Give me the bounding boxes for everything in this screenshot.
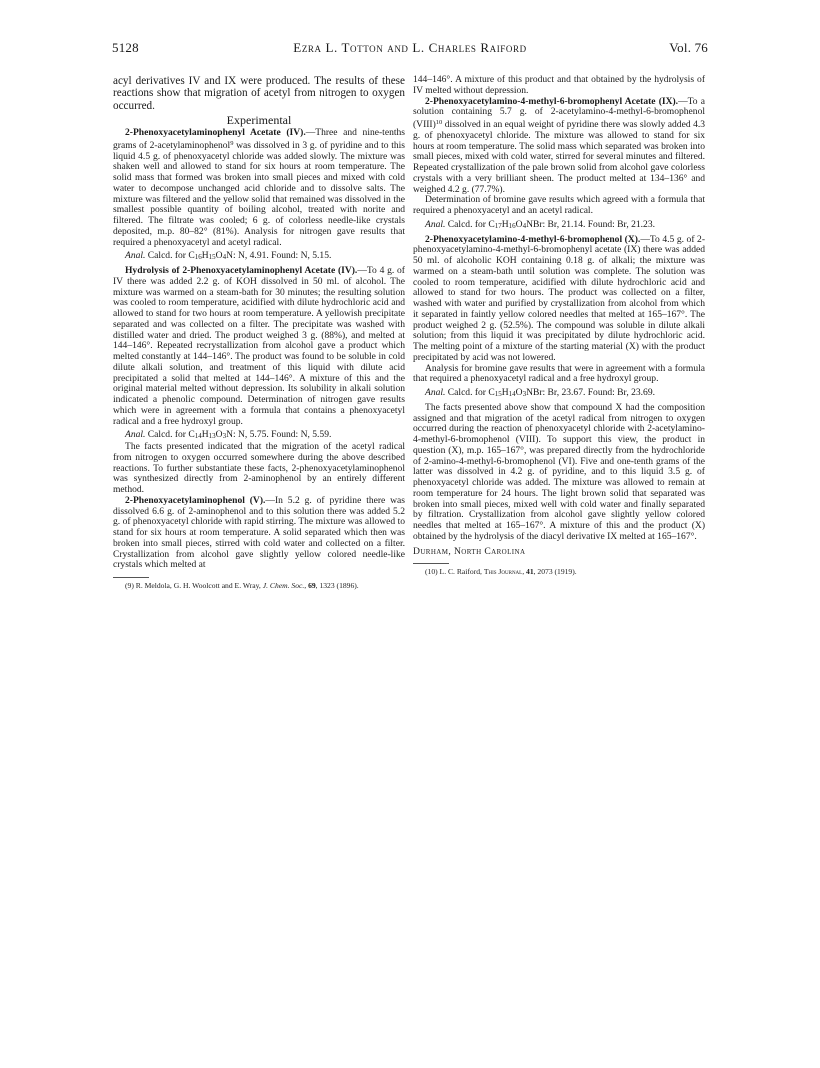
compound-title: 2-Phenoxyacetylaminophenyl Acetate (IV).: [125, 127, 306, 139]
footnote-ref: 9: [230, 139, 234, 147]
running-authors: Ezra L. Totton and L. Charles Raiford: [293, 40, 527, 55]
compound-title: 2-Phenoxyacetylamino-4-methyl-6-bromophenyl Acetate (IX).: [425, 95, 679, 107]
paragraph-hydrolysis-iv: Hydrolysis of 2-Phenoxyacetylaminophenyl Acetate (IV).—To 4 g. of IV there was added 2.2 g. of KOH dissolved in 50 ml. of alcohol. The mixture was warmed on a steam-bath for 30 minutes; the resulting solution was cooled to room temperature, acidified with dilute hydrochloric acid and allowed to stand for two hours at room temperature. A yellowish precipitate separated and was collected on a filter. The precipitate was washed with distilled water and dried. The product weighed 3 g. (88%), and melted at 144–146°. Repeated recrystallization from alcohol gave a product which melted constantly at 144–146°. The product was found to be soluble in cold dilute alkali solution, and treatment of this liquid with dilute acid precipitated a solid that melted at 144–146°. A mixture of this and the original material melted without depression. Its solubility in alkali solution indicated a phenolic compound. Determination of nitrogen gave results which were in agreement with a formula that contains a phenoxyacetyl radical and a free hydroxyl group.: [113, 265, 405, 427]
paragraph-bromine-determination: Determination of bromine gave results which agreed with a formula that required a phenoxyacetyl and an acetyl radical.: [413, 194, 705, 216]
footnote-divider: [113, 577, 149, 578]
paragraph-compound-v: 2-Phenoxyacetylaminophenol (V).—In 5.2 g. of pyridine there was dissolved 6.6 g. of 2-aminophenol and to this solution there was added 5.2 g. of phenoxyacetyl chloride with rapid stirring. The mixture was allowed to stand for six hours at room temperature. A solid separated which then was broken into small pieces, stirred with cold water and collected on a filter. Crystallization from alcohol gave slightly yellow colored needle-like crystals which melted at: [113, 494, 406, 571]
page-number: 5128: [112, 40, 139, 55]
compound-title: Hydrolysis of 2-Phenoxyacetylaminophenyl Acetate (IV).: [125, 265, 358, 277]
analysis-line: Anal. Calcd. for C14H13O3N: N, 5.75. Found: N, 5.59.: [125, 429, 332, 441]
paragraph-continuation: 144–146°. A mixture of this product and that obtained by the hydrolysis of IV melted without depression.: [413, 74, 705, 96]
compound-title: 2-Phenoxyacetylaminophenol (V).: [125, 494, 266, 506]
lead-paragraph: acyl derivatives IV and IX were produced. The results of these reactions show that migration of acetyl from nitrogen to oxygen occurred.: [113, 75, 405, 112]
section-heading-experimental: Experimental: [226, 113, 292, 128]
location-signoff: Durham, North Carolina: [413, 545, 526, 557]
paragraph-bromine-analysis: Analysis for bromine gave results that were in agreement with a formula that required a phenoxyacetyl radical and a free hydroxyl group.: [413, 362, 705, 385]
paragraph-compound-iv: 2-Phenoxyacetylaminophenyl Acetate (IV).—Three and nine-tenths grams of 2-acetylaminophenol$^9$ was dissolved in 3 g. of pyridine and to this liquid 4.5 g. of phenoxyacetyl chloride was added slowly. The mixture was shaken well and allowed to stand for six hours at room temperature. The solid mass that formed was broken into small pieces and mixed with cold water to decompose unchanged acid chloride and to dissolve salts. The mixture was filtered and the yellow solid that remained was dissolved in the smallest possible quantity of boiling alcohol, treated with norite and filtered. The filtrate was cooled; 6 g. of colorless needle-like crystals deposited, m.p. 80–82° (81%). Analysis for nitrogen gave results that required a phenoxyacetyl and acetyl radical.: [113, 127, 405, 248]
analysis-line: Anal. Calcd. for C15H14O3NBr: Br, 23.67. Found: Br, 23.69.: [425, 387, 655, 398]
paragraph-compound-x: 2-Phenoxyacetylamino-4-methyl-6-bromophenol (X).—To 4.5 g. of 2-phenoxyacetylamino-4-methyl-6-bromophenyl acetate (IX) there was added 50 ml. of alcoholic KOH containing 0.18 g. of alkali; the mixture was warmed on a steam-bath until solution was complete. The solution was cooled to room temperature, acidified with dilute hydrochloric acid and allowed to stand for two hours. The product was collected on a filter, washed with water and purified by crystallization from alcohol from which it separated in faintly yellow colored needles that melted at 165–167°. The product weighed 2 g. (52.5%). The compound was soluble in dilute alkali solution; from this liquid it was precipitated by dilute hydrochloric acid. The melting point of a mixture of the starting material (X) with the product precipitated by acid was not lowered.: [413, 233, 706, 363]
analysis-line: Anal. Calcd. for C17H16O4NBr: Br, 21.14. Found: Br, 21.23.: [425, 218, 655, 230]
left-column: [113, 75, 405, 590]
paragraph-migration-facts: The facts presented indicated that the migration of the acetyl radical from nitrogen to oxygen occurred somewhere during the above described reactions. To further substantiate these facts, 2-phenoxyacetylaminophenol was synthesized directly from 2-aminophenol by an entirely different method.: [113, 441, 405, 496]
analysis-line: Anal. Calcd. for C16H15O4N: N, 4.91. Found: N, 5.15.: [125, 250, 332, 262]
page-header: [112, 40, 708, 58]
footnote-9: (9) R. Meldola, G. H. Woolcott and E. Wray, J. Chem. Soc., 69, 1323 (1896).: [125, 581, 359, 591]
footnote-divider: [413, 563, 449, 564]
volume-label: Vol. 76: [669, 40, 708, 55]
compound-title: 2-Phenoxyacetylamino-4-methyl-6-bromophenol (X).: [425, 233, 641, 245]
right-column: [413, 75, 705, 576]
footnote-10: (10) L. C. Raiford, This Journal, 41, 2073 (1919).: [425, 567, 577, 577]
paragraph-compound-ix: 2-Phenoxyacetylamino-4-methyl-6-bromophenyl Acetate (IX).—To a solution containing 5.7 g. of 2-acetylamino-4-methyl-6-bromophenol (VIII)$^{10}$ dissolved in an equal weight of pyridine there was slowly added 4.3 g. of phenoxyacetyl chloride. The mixture was allowed to stand for six hours at room temperature. The solid mass which separated was broken into small pieces, mixed with cold water, stirred for several minutes and filtered. Repeated crystallization of the pale brown solid from alcohol gave colorless crystals with a very brilliant sheen. The product melted at 134–136° and weighed 4.2 g. (77.7%).: [413, 95, 705, 195]
paragraph-conclusion: The facts presented above show that compound X had the composition assigned and that migration of the acetyl radical from nitrogen to oxygen occurred during the reaction of phenoxyacetyl chloride with 2-acetylamino-4-methyl-6-bromophenol (VIII). To support this view, the product in question (X), m.p. 165–167°, was prepared directly from the hydrochloride of 2-amino-4-methyl-6-bromophenol (VI). Five and one-tenth grams of the latter was dissolved in 4.2 g. of pyridine, and to this liquid 3.5 g. of phenoxyacetyl chloride was added. The mixture was allowed to remain at room temperature for 24 hours. The light brown solid that separated was broken into small pieces, mixed well with cold water and finally separated by filtration. Crystallization from alcohol gave slightly yellow colored needles that melted at 165–167°. A mixture of this and the product (X) obtained by the hydrolysis of the diacyl derivative IX melted at 165–167°.: [413, 401, 705, 542]
footnote-ref: 10: [435, 119, 443, 126]
